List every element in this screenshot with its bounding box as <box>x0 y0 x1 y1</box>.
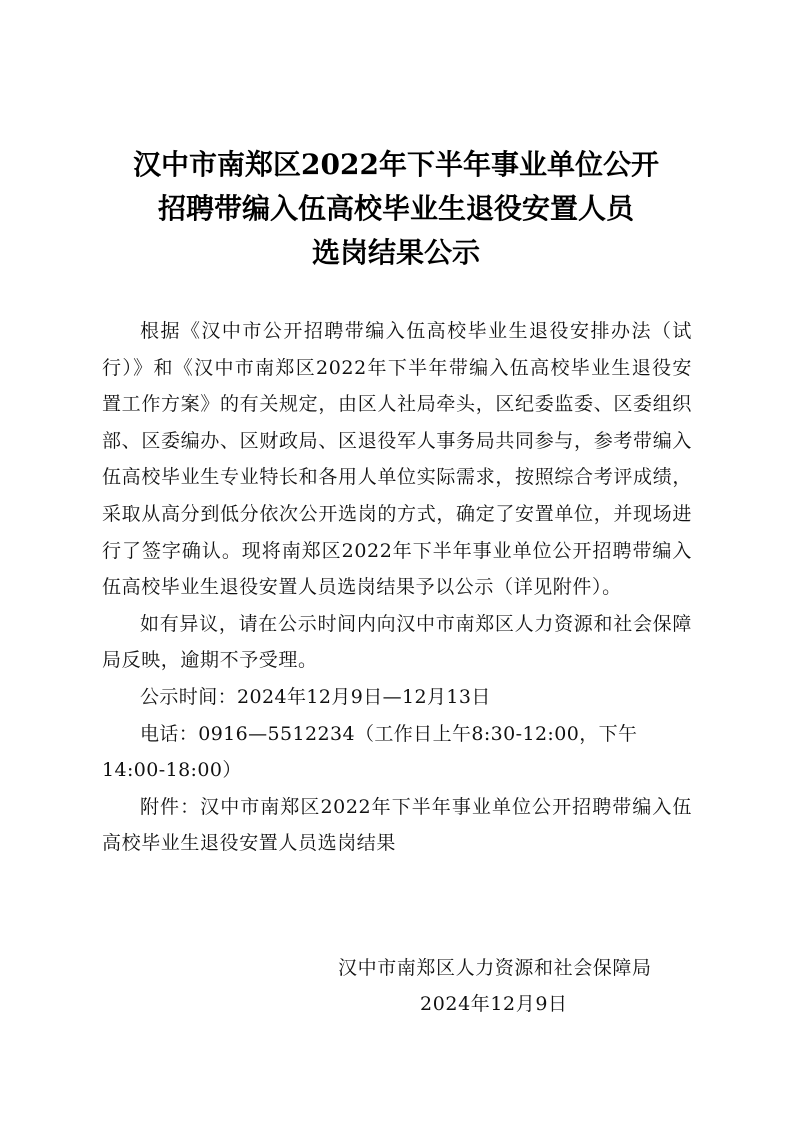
paragraph-basis: 根据《汉中市公开招聘带编入伍高校毕业生退役安排办法（试行）》和《汉中市南郑区2022年下半年带编入伍高校毕业生退役安置工作方案》的有关规定，由区人社局牵头，区纪委监委、区委组织部、区委编办、区财政局、区退役军人事务局共同参与，参考带编入伍高校毕业生专业特长和各用人单位实际需求，按照综合考评成绩，采取从高分到低分依次公开选岗的方式，确定了安置单位，并现场进行了签字确认。现将南郑区2022年下半年事业单位公开招聘带编入伍高校毕业生退役安置人员选岗结果予以公示（详见附件）。 <box>102 320 692 599</box>
issue-date: 2024年12月9日 <box>420 993 568 1015</box>
title-line-3: 选岗结果公示 <box>311 236 480 269</box>
paragraph-objection: 如有异议，请在公示时间内向汉中市南郑区人力资源和社会保障局反映，逾期不予受理。 <box>102 612 692 672</box>
phone-line: 电话：0916—5512234（工作日上午8:30-12:00，下午 <box>140 722 638 745</box>
phone-hours-continued: 14:00-18:00） <box>102 759 242 782</box>
document-body <box>102 313 692 862</box>
title-line-2: 招聘带编入伍高校毕业生退役安置人员 <box>157 192 634 225</box>
title-line-1: 汉中市南郑区2022年下半年事业单位公开 <box>133 148 659 181</box>
notice-time: 公示时间：2024年12月9日—12月13日 <box>140 685 491 708</box>
issuing-organization: 汉中市南郑区人力资源和社会保障局 <box>338 957 652 979</box>
attachment-note: 附件：汉中市南郑区2022年下半年事业单位公开招聘带编入伍高校毕业生退役安置人员选岗结果 <box>102 795 692 855</box>
document-title <box>60 143 732 275</box>
